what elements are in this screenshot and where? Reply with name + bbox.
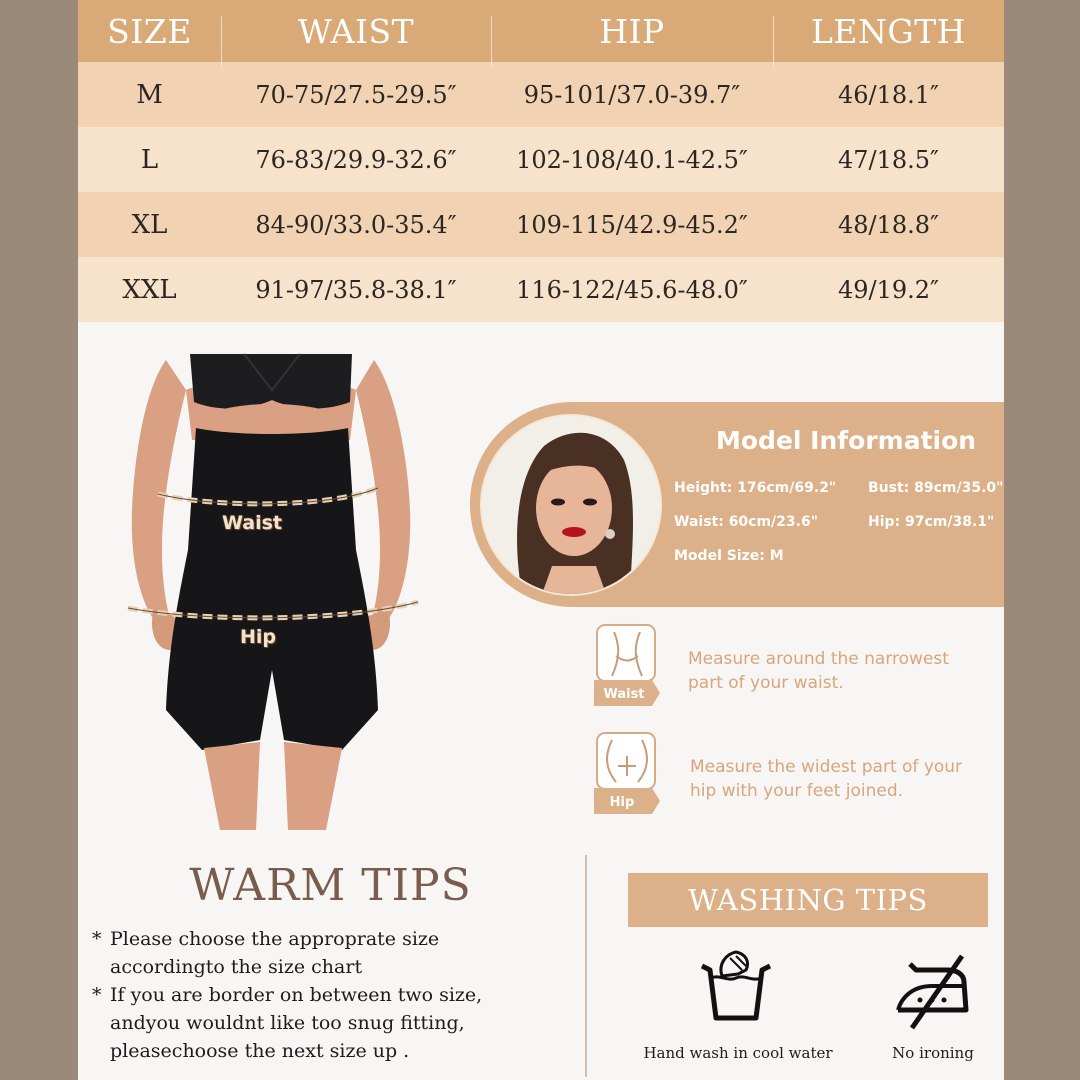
tip-line: accordingto the size chart xyxy=(110,956,363,978)
model-info-title: Model Information xyxy=(716,426,977,455)
tip-line: Please choose the approprate size xyxy=(110,928,440,950)
cell-waist: 76-83/29.9-32.6″ xyxy=(255,145,457,174)
table-row xyxy=(78,257,1004,322)
cell-waist: 84-90/33.0-35.4″ xyxy=(255,210,457,239)
waist-measure-icon xyxy=(594,622,660,706)
model-avatar xyxy=(480,414,662,596)
model-information-card xyxy=(470,402,1004,607)
waist-icon-label: Waist xyxy=(603,687,645,702)
washing-tips-title: WASHING TIPS xyxy=(628,873,988,927)
size-chart-body xyxy=(78,62,1004,322)
cell-length: 49/19.2″ xyxy=(837,275,940,304)
model-hip: Hip: 97cm/38.1" xyxy=(868,514,995,530)
cell-length: 46/18.1″ xyxy=(837,80,940,109)
model-waist: Waist: 60cm/23.6" xyxy=(674,514,819,530)
waist-measure-label: Waist xyxy=(222,512,283,534)
shapewear-model-illustration xyxy=(104,350,444,835)
hip-icon-label: Hip xyxy=(609,795,635,810)
tip-line: pleasechoose the next size up . xyxy=(110,1040,410,1062)
bullet-asterisk: * xyxy=(92,984,102,1006)
cell-hip: 102-108/40.1-42.5″ xyxy=(516,145,748,174)
hand-wash-icon xyxy=(696,948,776,1028)
cell-length: 48/18.8″ xyxy=(837,210,940,239)
model-bust: Bust: 89cm/35.0" xyxy=(868,480,1004,496)
tip-line: If you are border on between two size, xyxy=(110,984,483,1006)
hand-wash-label: Hand wash in cool water xyxy=(643,1044,833,1062)
model-size: Model Size: M xyxy=(674,548,784,564)
header-size: SIZE xyxy=(107,11,192,51)
model-portrait-image xyxy=(482,416,660,594)
hip-instruction-line1: Measure the widest part of your xyxy=(690,757,963,777)
model-figure xyxy=(104,350,444,835)
table-row xyxy=(78,127,1004,192)
no-ironing-label: No ironing xyxy=(892,1044,974,1062)
warm-tips-title: WARM TIPS xyxy=(189,860,472,911)
waist-measure-instruction xyxy=(688,647,949,695)
no-ironing-icon xyxy=(892,952,972,1032)
hip-measure-icon xyxy=(594,730,660,814)
warm-tips-list xyxy=(92,925,582,1065)
waist-instruction-line2: part of your waist. xyxy=(688,673,844,693)
bullet-asterisk: * xyxy=(92,928,102,950)
list-item xyxy=(92,981,582,1065)
cell-size: L xyxy=(140,144,159,175)
section-divider xyxy=(585,855,587,1077)
list-item xyxy=(92,925,582,981)
hip-instruction-line2: hip with your feet joined. xyxy=(690,781,904,801)
header-hip: HIP xyxy=(491,12,773,51)
cell-hip: 116-122/45.6-48.0″ xyxy=(516,275,748,304)
table-row xyxy=(78,62,1004,127)
cell-hip: 95-101/37.0-39.7″ xyxy=(523,80,741,109)
size-chart-header xyxy=(78,0,1004,62)
model-height: Height: 176cm/69.2" xyxy=(674,480,837,496)
tip-line: andyou wouldnt like too snug fitting, xyxy=(110,1012,465,1034)
hip-measure-instruction xyxy=(690,755,962,803)
cell-length: 47/18.5″ xyxy=(837,145,940,174)
cell-size: XL xyxy=(131,209,168,240)
hip-measure-label: Hip xyxy=(240,626,277,648)
size-chart-table xyxy=(78,0,1004,322)
cell-waist: 91-97/35.8-38.1″ xyxy=(255,275,457,304)
header-waist: WAIST xyxy=(221,12,491,51)
cell-size: XXL xyxy=(122,274,177,305)
header-length: LENGTH xyxy=(773,12,1004,51)
cell-size: M xyxy=(136,79,163,110)
cell-waist: 70-75/27.5-29.5″ xyxy=(255,80,457,109)
waist-instruction-line1: Measure around the narrowest xyxy=(688,649,949,669)
table-row xyxy=(78,192,1004,257)
size-guide-page xyxy=(78,0,1004,1080)
cell-hip: 109-115/42.9-45.2″ xyxy=(516,210,748,239)
